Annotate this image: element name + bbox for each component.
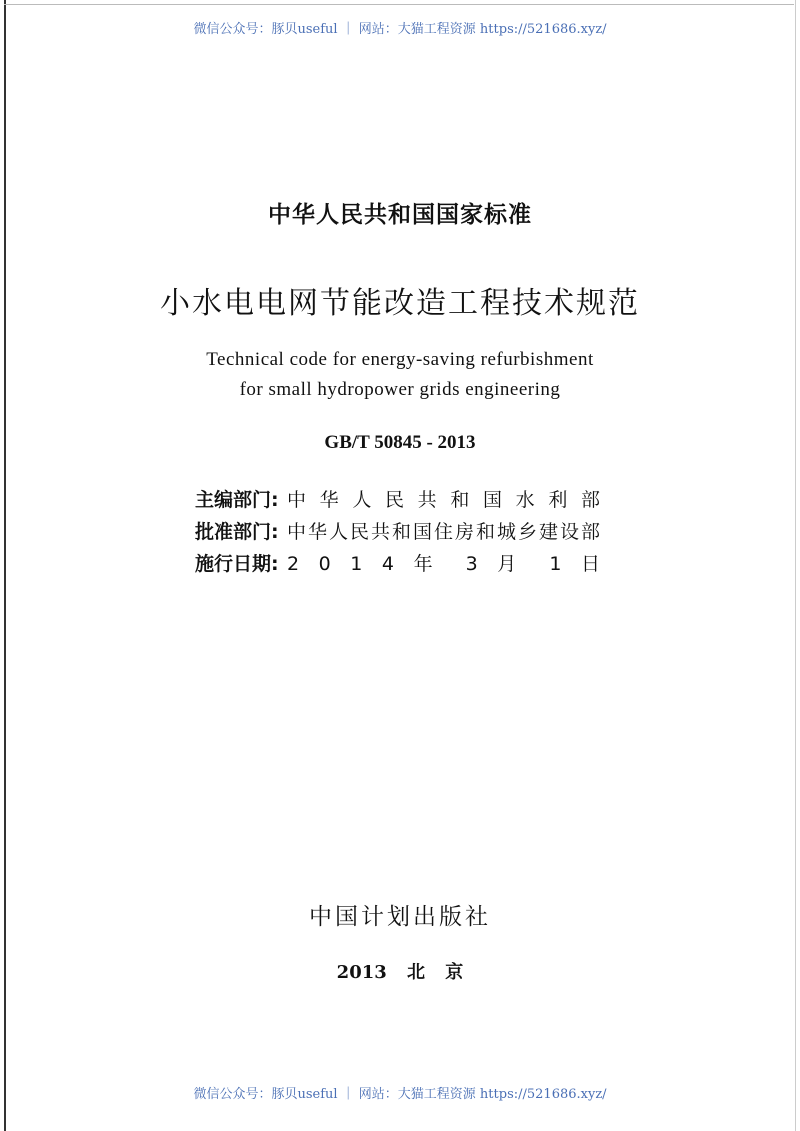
watermark-bottom: 微信公众号：豚贝useful ｜ 网站：大猫工程资源 https://521686.xyz/ [193, 1087, 607, 1102]
standard-code: GB/T 50845 - 2013 [324, 432, 476, 453]
title-chinese: 小水电电网节能改造工程技术规范 [160, 286, 640, 321]
title-english-line-1: Technical code for energy-saving refurbishment [206, 349, 594, 370]
info-value: 中华人民共和国住房和城乡建设部 [287, 520, 600, 543]
title-english-line-2: for small hydropower grids engineering [239, 379, 561, 400]
info-block [195, 482, 600, 578]
info-row-editor [195, 482, 600, 514]
info-label: 批准部门: [195, 520, 279, 543]
info-label: 主编部门: [195, 488, 279, 511]
title-english [0, 345, 800, 405]
info-row-approver [195, 514, 600, 546]
year-city: 2013 北 京 [336, 962, 464, 983]
info-value: 2 0 1 4 年 3 月 1 日 [287, 552, 600, 575]
watermark-top: 微信公众号：豚贝useful ｜ 网站：大猫工程资源 https://521686.xyz/ [193, 22, 607, 37]
publisher: 中国计划出版社 [309, 904, 491, 930]
page-edge-top [4, 4, 794, 5]
info-label: 施行日期: [195, 552, 279, 575]
info-value: 中 华 人 民 共 和 国 水 利 部 [287, 488, 600, 511]
info-row-effective-date [195, 546, 600, 578]
standard-type: 中华人民共和国国家标准 [268, 202, 532, 228]
